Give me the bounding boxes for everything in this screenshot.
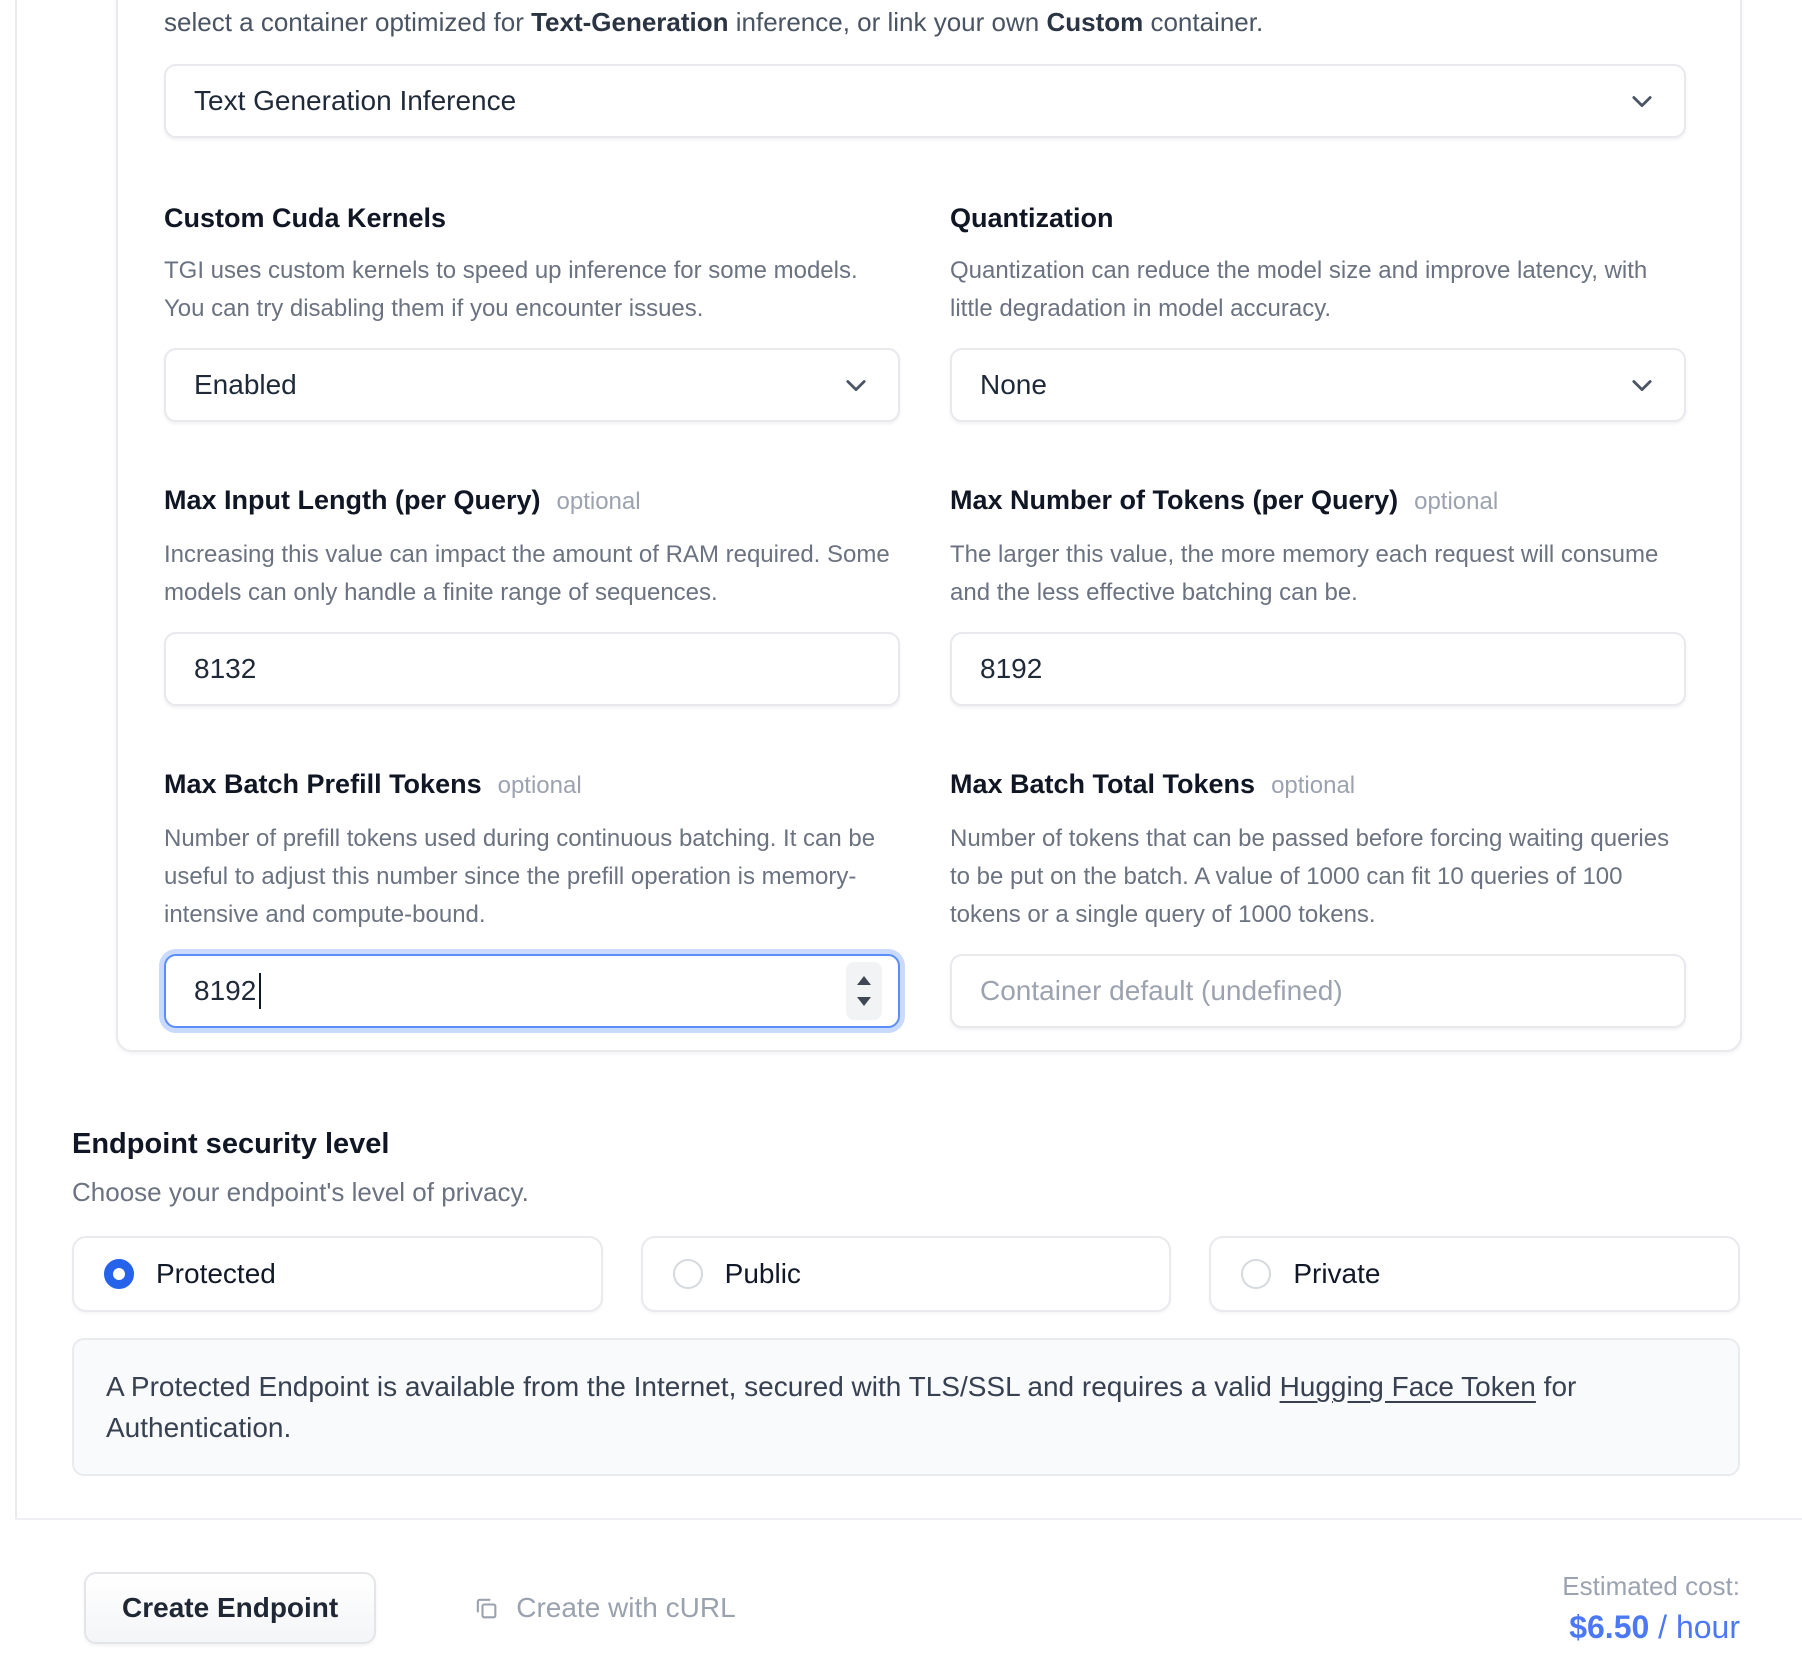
container-fields-grid — [164, 202, 1686, 1028]
field-description: Number of tokens that can be passed before forcing waiting queries to be put on the batch. A value of 1000 can fit 10 queries of 100 tokens or a single query of 1000 tokens. — [950, 825, 1670, 928]
field-label: Max Batch Total Tokens — [950, 769, 1256, 799]
field-description: TGI uses custom kernels to speed up inference for some models. You can try disabling them if you encounter issues. — [164, 257, 858, 322]
security-option-public[interactable] — [641, 1236, 1172, 1312]
intro-bold-text-generation: Text-Generation — [531, 7, 729, 37]
footer-bar — [84, 1570, 1740, 1646]
outer-card-left-border — [15, 0, 17, 1518]
field-max-batch-total-tokens — [950, 768, 1686, 1028]
intro-bold-custom: Custom — [1046, 7, 1144, 37]
security-option-protected[interactable] — [72, 1236, 603, 1312]
estimated-cost-label: Estimated cost: — [1562, 1571, 1740, 1601]
field-label: Quantization — [950, 203, 1114, 233]
field-label: Custom Cuda Kernels — [164, 203, 447, 233]
radio-icon[interactable] — [1241, 1259, 1271, 1289]
chevron-down-icon — [1628, 87, 1656, 115]
field-label: Max Number of Tokens (per Query) — [950, 485, 1399, 515]
optional-tag: optional — [556, 488, 641, 515]
quantization-select[interactable] — [950, 348, 1686, 422]
cost-amount: $6.50 — [1569, 1609, 1650, 1645]
estimated-cost-block — [1562, 1570, 1740, 1646]
optional-tag: optional — [1271, 772, 1356, 799]
intro-post: container. — [1143, 7, 1264, 37]
custom-cuda-kernels-select[interactable] — [164, 348, 900, 422]
field-description: The larger this value, the more memory each request will consume and the less effective batching can be. — [950, 541, 1659, 606]
security-option-private[interactable] — [1209, 1236, 1740, 1312]
optional-tag: optional — [497, 772, 582, 799]
max-input-length-input[interactable] — [164, 632, 900, 706]
radio-label: Public — [724, 1258, 801, 1289]
security-subtitle: Choose your endpoint's level of privacy. — [72, 1177, 529, 1207]
container-intro-text — [164, 6, 1686, 38]
curl-label: Create with cURL — [516, 1592, 736, 1623]
container-type-select[interactable] — [164, 64, 1686, 138]
footer-divider — [15, 1518, 1802, 1520]
select-value: None — [980, 369, 1047, 400]
text-caret — [259, 973, 261, 1009]
field-quantization — [950, 202, 1686, 422]
select-value: Enabled — [194, 369, 297, 400]
input-value: 8192 — [194, 975, 257, 1006]
radio-icon[interactable] — [673, 1259, 703, 1289]
note-pre: A Protected Endpoint is available from the Internet, secured with TLS/SSL and requires a valid — [106, 1371, 1280, 1402]
stepper-down-icon[interactable] — [857, 997, 871, 1006]
optional-tag: optional — [1414, 488, 1499, 515]
create-with-curl-button[interactable] — [472, 1592, 735, 1624]
field-custom-cuda-kernels — [164, 202, 900, 422]
intro-pre: select a container optimized for — [164, 7, 532, 37]
radio-label: Private — [1293, 1258, 1381, 1289]
cost-unit: / hour — [1649, 1609, 1740, 1645]
container-settings-card — [116, 0, 1742, 1052]
chevron-down-icon — [1628, 371, 1656, 399]
intro-mid: inference, or link your own — [728, 7, 1047, 37]
note-post: for Authentication. — [106, 1371, 1577, 1443]
field-max-number-of-tokens — [950, 484, 1686, 706]
chevron-down-icon — [842, 371, 870, 399]
estimated-cost-value — [1562, 1608, 1740, 1646]
field-max-input-length — [164, 484, 900, 706]
field-max-batch-prefill-tokens — [164, 768, 900, 1028]
security-heading: Endpoint security level — [72, 1128, 390, 1160]
container-type-value: Text Generation Inference — [194, 85, 517, 116]
field-label: Max Batch Prefill Tokens — [164, 769, 482, 799]
protected-endpoint-note — [72, 1338, 1740, 1476]
security-options-row — [72, 1236, 1740, 1312]
endpoint-security-section — [72, 1126, 1740, 1476]
max-batch-total-tokens-input[interactable] — [950, 954, 1686, 1028]
stepper-up-icon[interactable] — [857, 976, 871, 985]
number-stepper[interactable] — [846, 962, 882, 1020]
max-batch-prefill-tokens-input[interactable] — [164, 954, 900, 1028]
radio-icon[interactable] — [104, 1259, 134, 1289]
max-number-of-tokens-input[interactable] — [950, 632, 1686, 706]
copy-icon — [472, 1594, 500, 1622]
create-endpoint-button[interactable]: Create Endpoint — [84, 1572, 376, 1644]
field-description: Quantization can reduce the model size and improve latency, with little degradation in model accuracy. — [950, 257, 1648, 322]
field-description: Increasing this value can impact the amount of RAM required. Some models can only handle a finite range of sequences. — [164, 541, 890, 606]
hugging-face-token-link[interactable]: Hugging Face Token — [1279, 1371, 1536, 1402]
field-description: Number of prefill tokens used during continuous batching. It can be useful to adjust this number since the prefill operation is memory-intensive and compute-bound. — [164, 825, 876, 928]
field-label: Max Input Length (per Query) — [164, 485, 541, 515]
radio-label: Protected — [156, 1258, 276, 1289]
